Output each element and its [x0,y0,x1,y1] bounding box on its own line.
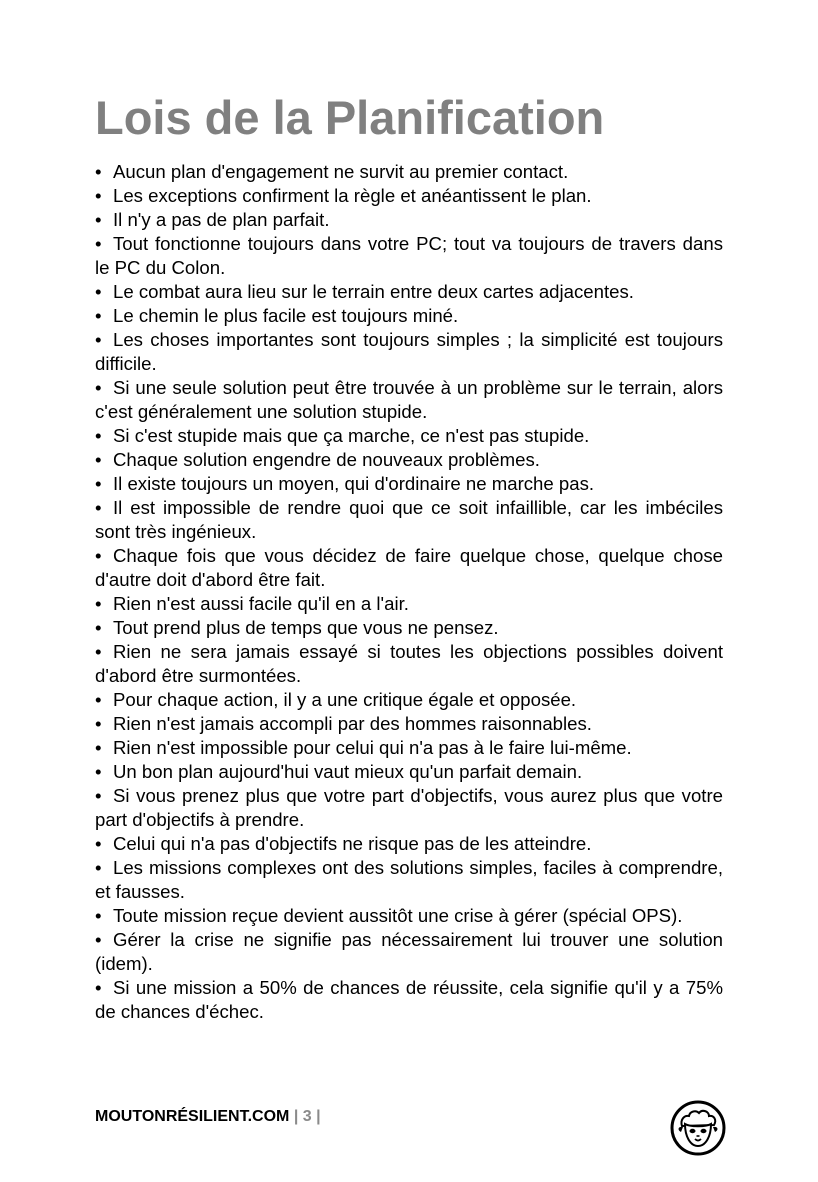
law-item [95,592,723,616]
law-text: Si c'est stupide mais que ça marche, ce n'est pas stupide. [113,425,590,446]
law-text: Pour chaque action, il y a une critique égale et opposée. [113,689,577,710]
bullet-icon: • [95,641,102,662]
law-item [95,640,723,688]
bullet-icon: • [95,305,102,326]
law-text: Chaque fois que vous décidez de faire quelque chose, quelque chose d'autre doit d'abord être fait. [95,545,723,590]
law-text: Le chemin le plus facile est toujours miné. [113,305,459,326]
sheep-logo-icon [670,1100,726,1156]
law-text: Si vous prenez plus que votre part d'objectifs, vous aurez plus que votre part d'objectifs à prendre. [95,785,723,830]
law-text: Un bon plan aujourd'hui vaut mieux qu'un parfait demain. [113,761,583,782]
law-item [95,496,723,544]
law-text: Celui qui n'a pas d'objectifs ne risque pas de les atteindre. [113,833,592,854]
law-item [95,928,723,976]
bullet-icon: • [95,497,102,518]
law-text: Le combat aura lieu sur le terrain entre deux cartes adjacentes. [113,281,634,302]
bullet-icon: • [95,977,102,998]
law-text: Chaque solution engendre de nouveaux problèmes. [113,449,540,470]
law-text: Il existe toujours un moyen, qui d'ordinaire ne marche pas. [113,473,595,494]
page-title: Lois de la Planification [95,91,605,144]
law-item [95,184,723,208]
bullet-icon: • [95,617,102,638]
law-item [95,616,723,640]
law-item [95,472,723,496]
law-item [95,232,723,280]
law-item [95,976,723,1024]
law-item [95,736,723,760]
law-item [95,856,723,904]
bullet-icon: • [95,233,102,254]
bullet-icon: • [95,857,102,878]
law-text: Rien n'est jamais accompli par des hommes raisonnables. [113,713,592,734]
bullet-icon: • [95,425,102,446]
bullet-icon: • [95,785,102,806]
law-text: Il n'y a pas de plan parfait. [113,209,330,230]
law-text: Les missions complexes ont des solutions simples, faciles à comprendre, et fausses. [95,857,723,902]
law-text: Gérer la crise ne signifie pas nécessairement lui trouver une solution (idem). [95,929,723,974]
law-text: Tout fonctionne toujours dans votre PC; tout va toujours de travers dans le PC du Colon. [95,233,723,278]
bullet-icon: • [95,929,102,950]
bullet-icon: • [95,377,102,398]
bullet-icon: • [95,161,102,182]
law-text: Les choses importantes sont toujours simples ; la simplicité est toujours difficile. [95,329,723,374]
bullet-icon: • [95,209,102,230]
bullet-icon: • [95,689,102,710]
bullet-icon: • [95,737,102,758]
bullet-icon: • [95,761,102,782]
bullet-icon: • [95,329,102,350]
bullet-icon: • [95,905,102,926]
law-item [95,688,723,712]
law-text: Si une seule solution peut être trouvée à un problème sur le terrain, alors c'est généralement une solution stupide. [95,377,723,422]
law-text: Rien n'est aussi facile qu'il en a l'air. [113,593,409,614]
law-item [95,904,723,928]
law-item [95,832,723,856]
law-text: Les exceptions confirment la règle et anéantissent le plan. [113,185,592,206]
footer-page-number: | 3 | [293,1108,321,1125]
law-text: Rien ne sera jamais essayé si toutes les objections possibles doivent d'abord être surmontées. [95,641,723,686]
law-item [95,544,723,592]
law-text: Si une mission a 50% de chances de réussite, cela signifie qu'il y a 75% de chances d'échec. [95,977,723,1022]
footer-site-name: MOUTONRÉSILIENT.COM [95,1108,290,1125]
bullet-icon: • [95,473,102,494]
bullet-icon: • [95,713,102,734]
law-item [95,712,723,736]
law-text: Rien n'est impossible pour celui qui n'a pas à le faire lui-même. [113,737,632,758]
law-text: Tout prend plus de temps que vous ne pensez. [113,617,499,638]
law-item [95,376,723,424]
law-item [95,160,723,184]
law-item [95,328,723,376]
bullet-icon: • [95,593,102,614]
bullet-icon: • [95,833,102,854]
law-text: Aucun plan d'engagement ne survit au premier contact. [113,161,569,182]
law-item [95,784,723,832]
laws-list [95,160,723,1024]
law-item [95,304,723,328]
bullet-icon: • [95,185,102,206]
bullet-icon: • [95,281,102,302]
law-item [95,448,723,472]
bullet-icon: • [95,449,102,470]
law-item [95,760,723,784]
law-text: Il est impossible de rendre quoi que ce soit infaillible, car les imbéciles sont très ingénieux. [95,497,723,542]
bullet-icon: • [95,545,102,566]
law-item [95,424,723,448]
law-item [95,280,723,304]
law-text: Toute mission reçue devient aussitôt une crise à gérer (spécial OPS). [113,905,683,926]
law-item [95,208,723,232]
footer [95,1107,321,1127]
